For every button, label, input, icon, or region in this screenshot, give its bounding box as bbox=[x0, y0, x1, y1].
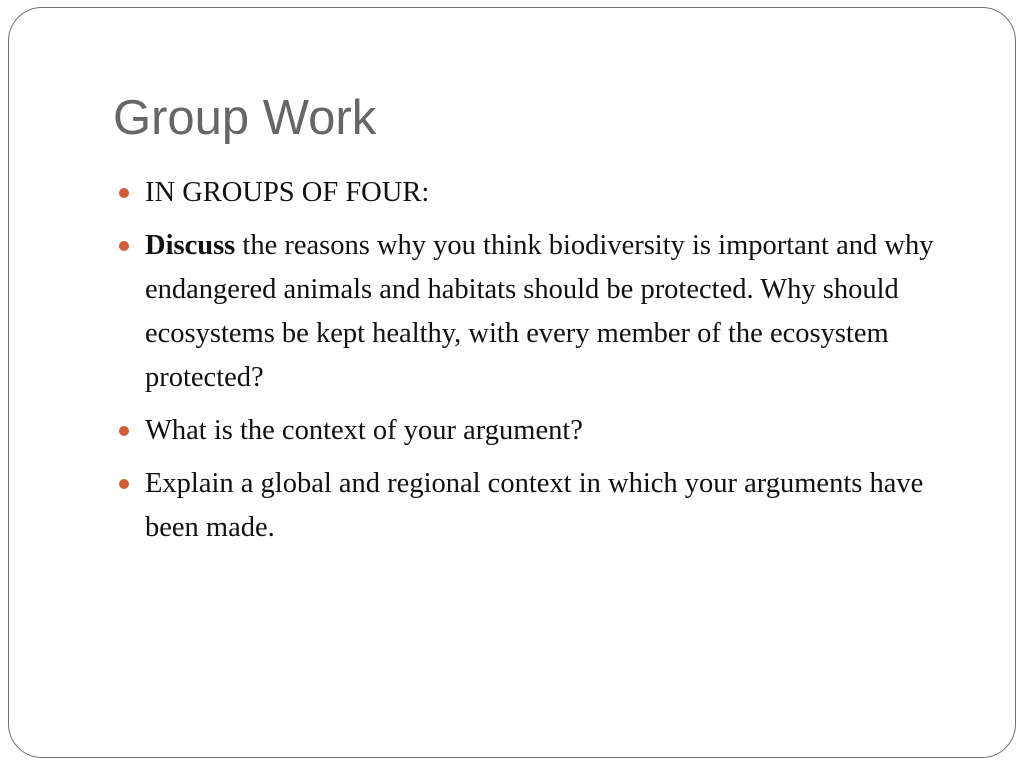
bullet-item bbox=[119, 224, 965, 400]
bullet-dot-icon bbox=[119, 241, 129, 251]
slide-title: Group Work bbox=[113, 91, 377, 145]
bullet-text: What is the context of your argument? bbox=[145, 415, 583, 446]
bullet-bold-text: Discuss bbox=[145, 230, 236, 261]
bullet-text: IN GROUPS OF FOUR: bbox=[145, 177, 430, 208]
bullet-item bbox=[119, 409, 965, 453]
bullet-list bbox=[119, 171, 965, 559]
bullet-dot-icon bbox=[119, 426, 129, 436]
slide bbox=[8, 7, 1016, 758]
bullet-item bbox=[119, 171, 965, 215]
bullet-dot-icon bbox=[119, 188, 129, 198]
bullet-item bbox=[119, 462, 965, 550]
bullet-dot-icon bbox=[119, 479, 129, 489]
bullet-text: Explain a global and regional context in which your arguments have been made. bbox=[145, 468, 924, 543]
bullet-text: the reasons why you think biodiversity is important and why endangered animals and habitats should be protected. Why should ecosystems be kept healthy, with every member of the ecosystem protected? bbox=[145, 230, 934, 393]
